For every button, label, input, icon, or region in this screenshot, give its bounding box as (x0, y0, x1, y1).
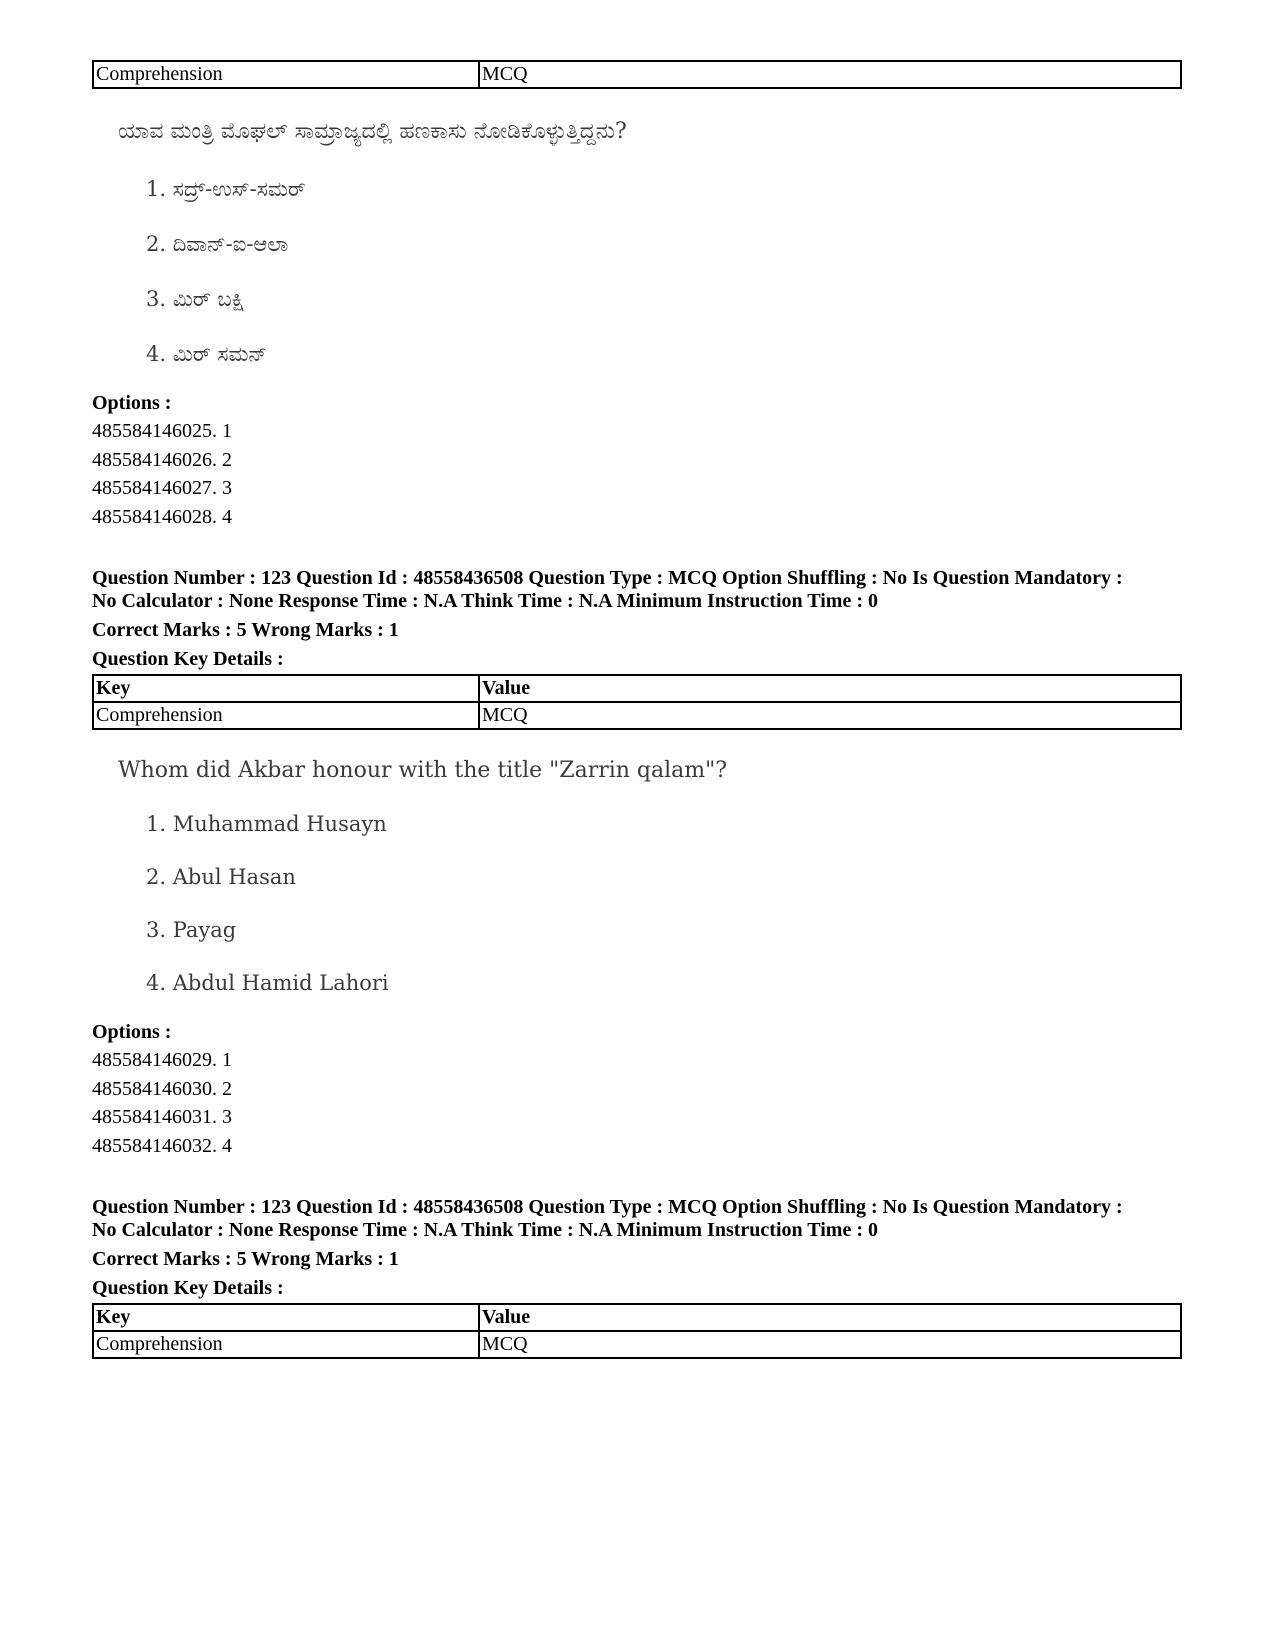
table-cell-value: MCQ (479, 702, 1181, 729)
table-row (93, 702, 1181, 729)
question-option: 2. ದಿವಾನ್-ಐ-ಆಲಾ (146, 232, 289, 256)
option-id: 485584146030. 2 (92, 1077, 232, 1100)
question-meta-block (92, 1196, 1182, 1359)
table-row (93, 61, 1181, 88)
question-image-kannada (92, 119, 1182, 369)
question-key-table (92, 1303, 1182, 1359)
option-id: 485584146029. 1 (92, 1049, 232, 1071)
table-cell-value: MCQ (479, 61, 1181, 88)
table-header-value: Value (479, 675, 1181, 702)
option-id: 485584146031. 3 (92, 1106, 232, 1128)
table-cell-key: Comprehension (93, 61, 479, 88)
table-cell-key: Comprehension (93, 702, 479, 729)
table-header-row (93, 675, 1181, 702)
question-meta-line: No Calculator : None Response Time : N.A Think Time : N.A Minimum Instruction Time : 0 (92, 1219, 878, 1241)
question-stem: ಯಾವ ಮಂತ್ರಿ ಮೊಘಲ್ ಸಾಮ್ರಾಜ್ಯದಲ್ಲಿ ಹಣಕಾಸು ನೋಡಿಕೊಳ್ಳುತ್ತಿದ್ದನು? (118, 119, 627, 144)
option-id: 485584146027. 3 (92, 477, 232, 499)
options-block (92, 389, 1182, 531)
marks-line: Correct Marks : 5 Wrong Marks : 1 (92, 1248, 399, 1270)
key-details-label: Question Key Details : (92, 648, 284, 670)
table-header-row (93, 1304, 1181, 1331)
table-header-value: Value (479, 1304, 1181, 1331)
table-header-key: Key (93, 1304, 479, 1331)
option-id: 485584146028. 4 (92, 505, 232, 528)
question-option: 4. ಮಿರ್ ಸಮನ್ (146, 342, 267, 366)
key-details-label: Question Key Details : (92, 1277, 284, 1299)
question-option: 1. ಸದ್ರ್-ಉಸ್-ಸಮರ್ (146, 177, 306, 201)
question-meta-block (92, 567, 1182, 730)
options-label: Options : (92, 1021, 172, 1043)
options-label: Options : (92, 392, 172, 414)
table-cell-key: Comprehension (93, 1331, 479, 1358)
table-row (93, 1331, 1181, 1358)
question-meta-line: Question Number : 123 Question Id : 48558436508 Question Type : MCQ Option Shuffling : No Is Question Mandatory : (92, 567, 1123, 589)
option-id: 485584146032. 4 (92, 1134, 232, 1157)
question-stem: Whom did Akbar honour with the title "Zarrin qalam"? (118, 758, 728, 783)
options-block (92, 1018, 1182, 1160)
question-option: 3. Payag (146, 918, 237, 942)
question-option: 3. ಮಿರ್ ಬಕ್ಷಿ (146, 287, 245, 311)
option-id: 485584146025. 1 (92, 420, 232, 442)
table-cell-value: MCQ (479, 1331, 1181, 1358)
question-option: 2. Abul Hasan (146, 865, 296, 889)
question-meta-line: No Calculator : None Response Time : N.A Think Time : N.A Minimum Instruction Time : 0 (92, 590, 878, 612)
question-option: 4. Abdul Hamid Lahori (146, 971, 389, 995)
option-id: 485584146026. 2 (92, 448, 232, 471)
question-meta-line: Question Number : 123 Question Id : 48558436508 Question Type : MCQ Option Shuffling : No Is Question Mandatory : (92, 1196, 1123, 1218)
document-page (92, 60, 1182, 1359)
table-header-key: Key (93, 675, 479, 702)
question-key-table (92, 674, 1182, 730)
question-image-english (92, 758, 1182, 998)
question-option: 1. Muhammad Husayn (146, 812, 387, 836)
marks-line: Correct Marks : 5 Wrong Marks : 1 (92, 619, 399, 641)
top-key-value-table (92, 60, 1182, 89)
